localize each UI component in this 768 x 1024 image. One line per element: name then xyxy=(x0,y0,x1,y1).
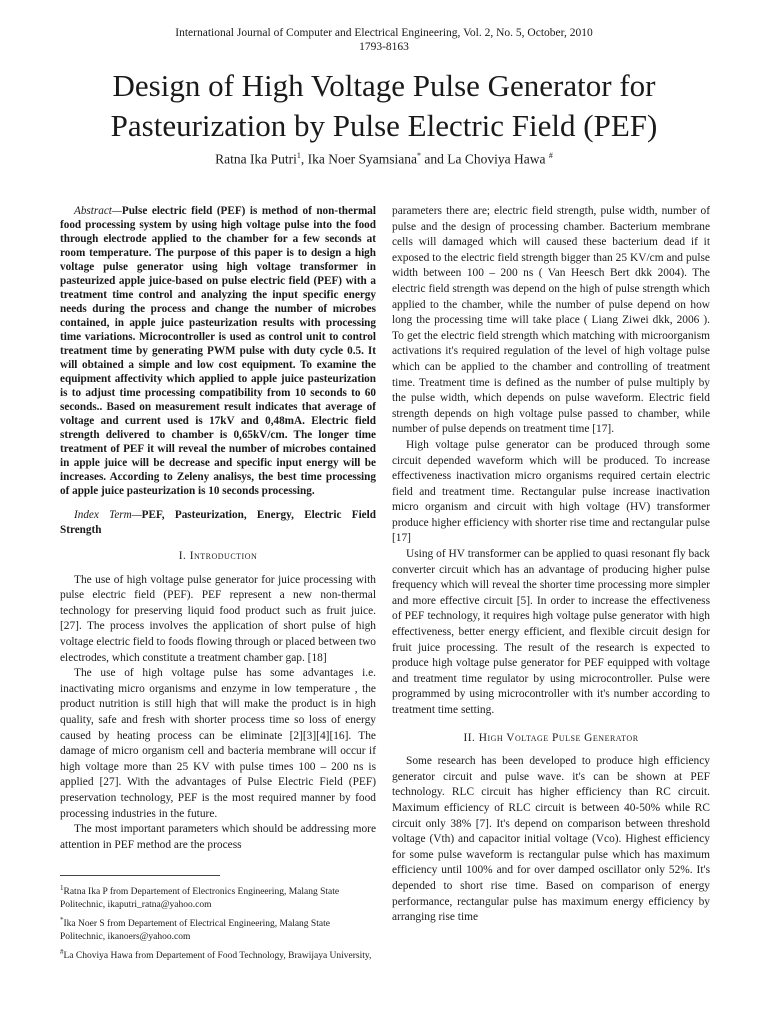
abstract xyxy=(60,204,376,498)
footnote-1 xyxy=(60,882,376,911)
journal-citation: International Journal of Computer and Electrical Engineering, Vol. 2, No. 5, October, 2010 xyxy=(175,27,593,39)
footnote-2-text: Ika Noer S from Departement of Electrical Engineering, Malang State Politechnic, ikanoers@yahoo.com xyxy=(60,919,330,942)
author-1: Ratna Ika Putri xyxy=(215,151,297,167)
footnote-3-text: La Choviya Hawa from Departement of Food Technology, Brawijaya University, xyxy=(63,951,372,962)
footnote-3 xyxy=(60,946,376,963)
right-paragraph-1: parameters there are; electric field strength, pulse width, number of pulse and the design of processing chamber. Bacterium membrane cells will damaged which will caused these bacterium dead if it exposed to the electric field strength bigger than 25 KV/cm and pulse width between 100 – 200 ns ( Van Heesch Bert dkk 2004). The electric field strength was depend on the high of pulse strength which applied to the chamber, while the number of pulse depend on how long the processing time will take place ( Liang Ziwei dkk, 2006 ). To get the electric field strength which matching with microorganism activations it's required regulation of the level of high voltage pulse which can be applied to the chamber and controlling of treatment time. Treatment time is defined as the number of pulse multiply by the pulse width, which depends on pulse waveform. Electric field strength depends on high voltage pulse passed to chamber, while number of pulse depends on treatment time [17]. xyxy=(392,205,710,436)
footnote-3-mark: # xyxy=(60,948,64,957)
intro-paragraph-2: The use of high voltage pulse has some advantages i.e. inactivating micro organisms and enzyme in low temperature , the product nutrition is still high that will make the product is in high quality, safe and fresh with shorter process time so loss of energy caused by heating process can be eliminate [2][3][4][16]. The damage of micro organism cell and bacteria membrane will occur if high voltage more than 25 KV with pulse times 100 – 200 ns is applied [27]. With the advantages of Pulse Electric Field (PEF) preservation technology, PEF is the most required manner by food processing industries in the future. xyxy=(60,667,376,820)
title-line-1: Design of High Voltage Pulse Generator for xyxy=(112,68,656,103)
footnote-2-mark: * xyxy=(60,916,64,925)
author-2: , Ika Noer Syamsiana xyxy=(300,151,418,167)
author-3-mark: # xyxy=(548,151,553,160)
title-line-2: Pasteurization by Pulse Electric Field (PEF) xyxy=(110,108,658,143)
author-1-mark: 1 xyxy=(296,151,301,160)
index-terms-text: PEF, Pasteurization, Energy, Electric Field Strength xyxy=(60,509,376,536)
abstract-lead: Abstract— xyxy=(74,205,122,217)
right-paragraph-3: Using of HV transformer can be applied to quasi resonant fly back converter circuit which has an advantage of producing higher pulse frequency which will reveal the shorter time processing more simpler and more effective circuit [5]. In order to increase the effectiveness of PEF technology, it requires high voltage pulse generator with high effectiveness, better energy efficient, and flexible circuit design for fruit juice processing. The result of the research is expected to produce high voltage pulse generator for PEF equipped with voltage and treatment time regulator by using microcontroller. Pulse were programmed by using microcontroller with it's number according to treatment time setting. xyxy=(392,548,710,716)
footnote-1-text: Ratna Ika P from Departement of Electronics Engineering, Malang State Politechnic, ikaputri_ratna@yahoo.com xyxy=(60,887,340,910)
journal-header xyxy=(0,26,768,54)
footnote-1-mark: 1 xyxy=(60,884,64,893)
footnote-divider xyxy=(60,875,220,876)
journal-issn: 1793-8163 xyxy=(359,41,409,53)
index-terms xyxy=(60,508,376,537)
right-column xyxy=(392,204,710,926)
author-2-mark: * xyxy=(417,151,422,160)
index-terms-lead: Index Term— xyxy=(74,509,142,521)
footnote-2 xyxy=(60,914,376,943)
abstract-text: Pulse electric field (PEF) is method of non-thermal food processing system by using high voltage pulse into the food through electrode applied to the chamber for a few seconds at room temperature. The purpose of this paper is to design a high voltage pulse generator using high voltage transformer in pasteurized apple juice-based on pulse electric field (PEF) with a treatment time control and analyzing the input specific energy needs during the process and change the number of microbes contained, in apple juice pasteurization results with processing time variations. Microcontroller is used as control unit to control treatment time by generating PWM pulse with duty cycle 0.5. It will obtained a simple and low cost equipment. To examine the equipment affectivity which applied to apple juice pasteurization is to adjust time processing compatibility from 10 seconds to 60 seconds.. Based on measurement result indicates that average of voltage and current used is 17kV and 0,48mA. Electric field strength delivered to chamber is 0,65kV/cm. The longer time treatment of PEF it will reveal the number of microbes contained in apple juice will be decrease and specific input energy will be increases. According to Zeleny analisys, the best time processing of apple juice pasteurization is 10 seconds processing. xyxy=(60,205,376,497)
author-list xyxy=(0,151,768,168)
section-heading-hv-pulse-generator: II. High Voltage Pulse Generator xyxy=(463,731,639,744)
right-paragraph-4: Some research has been developed to produce high efficiency generator circuit and pulse wave. it's can be shown at PEF technology. RLC circuit has higher efficiency than RC circuit. Maximum efficiency of RLC circuit is between 40-50% while RC circuit only 38% [7]. It's depend on comparison between threshold voltage (Vth) and capacitor initial voltage (Vco). Highest efficiency for some pulse waveform is rectangular pulse which has maximum efficiency until 100% and for over damped oscillator only 52%. It's depended to short rise time. Based on comparison of energy performance, rectangular pulse has maximum energy efficiency by arranging rise time xyxy=(392,755,710,924)
right-paragraph-2: High voltage pulse generator can be produced through some circuit depended waveform which will be produced. To increase effectiveness inactivation micro organisms required certain electric field and treatment time. Rectangular pulse increase inactivation micro organism and circuit with high voltage (HV) transformer produce higher efficiency with shorter rise time and rectangular pulse [17] xyxy=(392,438,710,545)
intro-paragraph-3: The most important parameters which should be addressing more attention in PEF method are the process xyxy=(60,823,376,851)
left-column xyxy=(60,204,376,966)
author-3: and La Choviya Hawa xyxy=(421,151,549,167)
intro-paragraph-1: The use of high voltage pulse generator for juice processing with pulse electric field (PEF). PEF represent a new non-thermal technology for preserving liquid food product such as fruit juice. [27]. The process involves the application of short pulse of high voltage electric field to foods flowing through or placed between two electrodes, which constitute a treatment chamber gap. [18] xyxy=(60,573,376,664)
section-heading-introduction: I. Introduction xyxy=(178,550,258,562)
paper-title xyxy=(30,66,738,146)
